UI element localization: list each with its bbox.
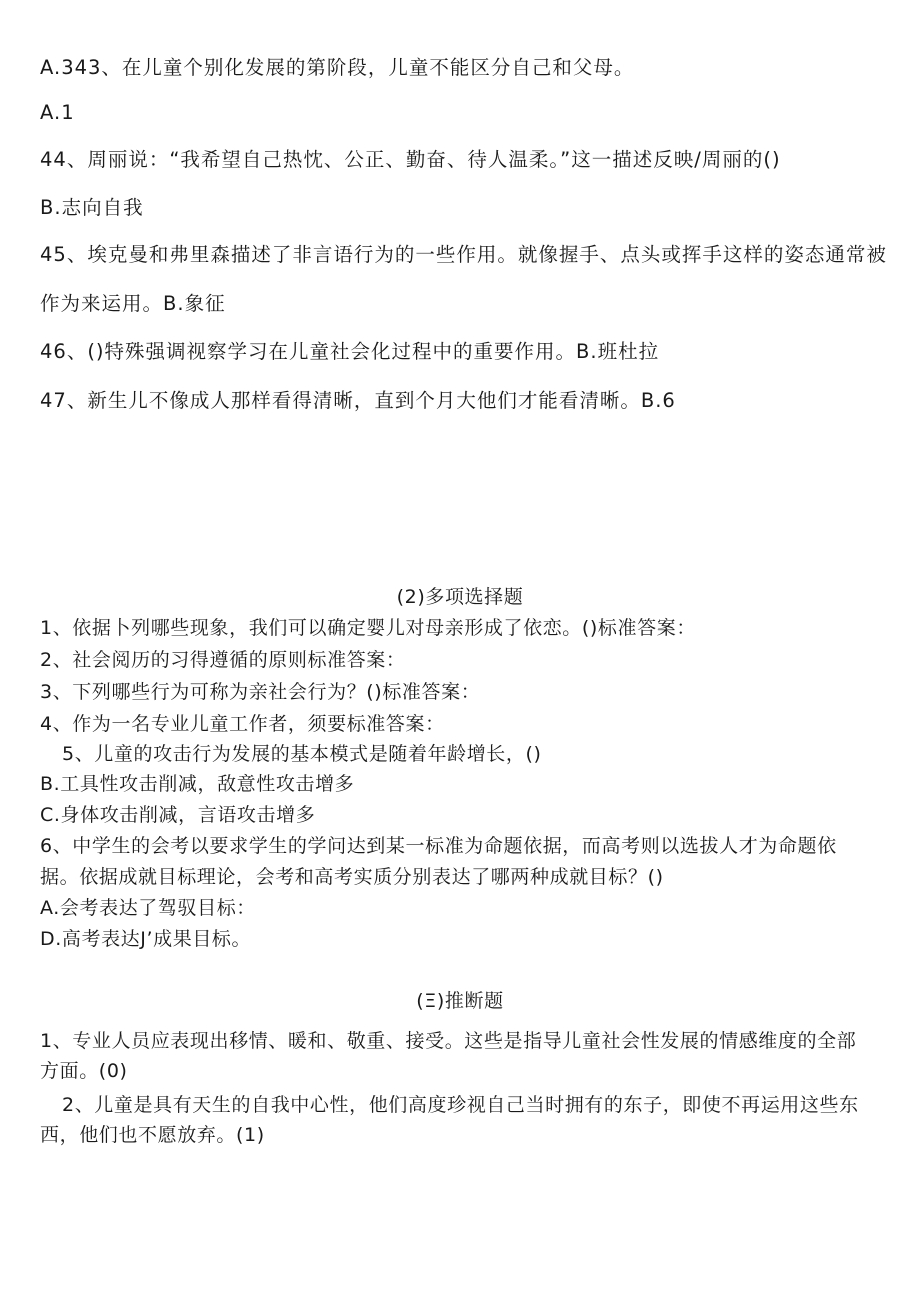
section-heading-judgment: (Ξ)推断题 <box>416 990 504 1012</box>
answer-line: A.343、在儿童个别化发展的第阶段，儿童不能区分自己和父母。 <box>40 56 635 79</box>
answer-line: B.志向自我 <box>40 196 144 219</box>
question-line: 2、儿童是具有天生的自我中心性，他们高度珍视自己当时拥有的东子，即使不再运用这些东 <box>62 1094 859 1116</box>
question-line: 据。依据成就目标理论，会考和高考实质分别表达了哪两种成就目标？() <box>40 866 664 888</box>
section-heading-multiple-choice: (2)多项选择题 <box>396 586 524 608</box>
question-line: 方面。(0) <box>40 1060 128 1082</box>
question-line: 西，他们也不愿放弃。(1) <box>40 1124 265 1146</box>
question-line: 3、下列哪些行为可称为亲社会行为？()标准答案： <box>40 681 481 703</box>
answer-line: A.1 <box>40 101 75 124</box>
question-line: 47、新生儿不像成人那样看得清晰，直到个月大他们才能看清晰。B.6 <box>40 389 676 412</box>
question-line: 2、社会阅历的习得遵循的原则标准答案： <box>40 649 406 671</box>
question-line: 4、作为一名专业儿童工作者，须要标准答案： <box>40 713 445 735</box>
question-line: 45、埃克曼和弗里森描述了非言语行为的一些作用。就像握手、点头或挥手这样的姿态通常被 <box>40 243 887 266</box>
answer-line: C.身体攻击削减，言语攻击增多 <box>40 804 316 826</box>
question-line: 6、中学生的会考以要求学生的学问达到某一标准为命题依据，而高考则以选拔人才为命题依 <box>40 835 837 857</box>
question-line: 5、儿童的攻击行为发展的基本模式是随着年龄增长，() <box>62 743 542 765</box>
answer-line: B.工具性攻击削减，敌意性攻击增多 <box>40 773 355 795</box>
question-line: 作为来运用。B.象征 <box>40 292 226 315</box>
question-line: 46、()特殊强调视察学习在儿童社会化过程中的重要作用。B.班杜拉 <box>40 340 660 363</box>
answer-line: A.会考表达了驾驭目标： <box>40 897 256 919</box>
question-line: 1、依据卜列哪些现象，我们可以确定婴儿对母亲形成了依恋。()标准答案： <box>40 617 696 639</box>
question-line: 1、专业人员应表现出移情、暖和、敬重、接受。这些是指导儿童社会性发展的情感维度的全部 <box>40 1030 857 1052</box>
answer-line: D.高考表达J’成果目标。 <box>40 928 252 950</box>
question-line: 44、周丽说：“我希望自己热忱、公正、勤奋、待人温柔。”这一描述反映/周丽的() <box>40 148 781 171</box>
